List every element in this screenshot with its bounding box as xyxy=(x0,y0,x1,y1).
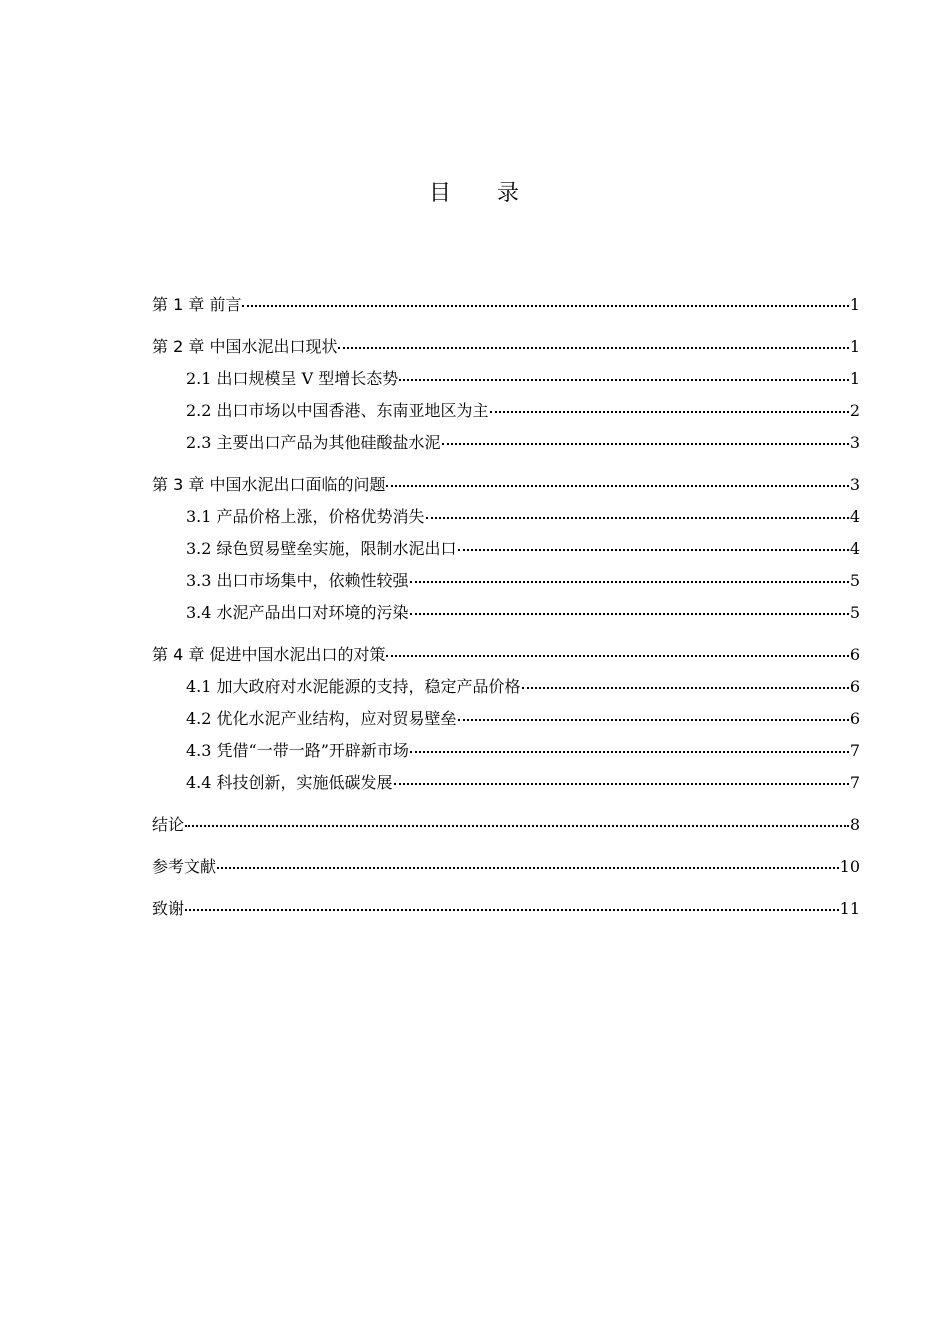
toc-entry-page: 3 xyxy=(849,475,860,494)
toc-entry-section-4-3[interactable] xyxy=(152,734,860,758)
toc-entry-label: 4.2 优化水泥产业结构，应对贸易壁垒 xyxy=(186,709,457,728)
dot-leader xyxy=(386,465,848,487)
dot-leader xyxy=(458,529,849,551)
toc-entry-page: 6 xyxy=(849,709,860,728)
toc-entry-section-2-1[interactable] xyxy=(152,362,860,386)
toc-entry-page: 3 xyxy=(849,433,860,452)
dot-leader xyxy=(399,359,849,381)
toc-entry-page: 1 xyxy=(849,369,860,388)
toc-entry-chapter-4[interactable] xyxy=(152,638,860,662)
toc-entry-page: 7 xyxy=(849,773,860,792)
toc-entry-section-2-2[interactable] xyxy=(152,394,860,418)
toc-entry-label: 2.2 出口市场以中国香港、东南亚地区为主 xyxy=(186,401,489,420)
dot-leader xyxy=(217,847,839,869)
toc-entry-label: 第 1 章 前言 xyxy=(152,295,242,314)
dot-leader xyxy=(410,593,849,615)
dot-leader xyxy=(458,699,849,721)
toc-entry-section-3-2[interactable] xyxy=(152,532,860,556)
toc-entry-section-4-4[interactable] xyxy=(152,766,860,790)
dot-leader xyxy=(185,805,849,827)
title-char-2: 录 xyxy=(497,181,522,206)
toc-entry-page: 4 xyxy=(849,539,860,558)
toc-entry-section-3-1[interactable] xyxy=(152,500,860,524)
toc-entry-label: 4.4 科技创新，实施低碳发展 xyxy=(186,773,393,792)
toc-entry-page: 6 xyxy=(849,677,860,696)
toc-entry-page: 11 xyxy=(839,899,860,918)
dot-leader xyxy=(386,635,848,657)
toc-entry-chapter-1[interactable] xyxy=(152,288,860,312)
toc-entry-section-2-3[interactable] xyxy=(152,426,860,450)
toc-entry-label: 3.2 绿色贸易壁垒实施，限制水泥出口 xyxy=(186,539,457,558)
toc-entry-label: 参考文献 xyxy=(152,857,217,876)
toc-entry-chapter-2[interactable] xyxy=(152,330,860,354)
toc-entry-label: 4.3 凭借“一带一路”开辟新市场 xyxy=(186,741,409,760)
toc-entry-page: 8 xyxy=(849,815,860,834)
toc-entry-page: 5 xyxy=(849,603,860,622)
toc-entry-label: 结论 xyxy=(152,815,185,834)
toc-entry-page: 4 xyxy=(849,507,860,526)
toc-entry-label: 2.3 主要出口产品为其他硅酸盐水泥 xyxy=(186,433,441,452)
dot-leader xyxy=(522,667,849,689)
toc-entry-section-4-1[interactable] xyxy=(152,670,860,694)
toc-entry-label: 3.4 水泥产品出口对环境的污染 xyxy=(186,603,409,622)
dot-leader xyxy=(442,423,849,445)
toc-entry-label: 第 3 章 中国水泥出口面临的问题 xyxy=(152,475,386,494)
toc-entry-acknowledgements[interactable] xyxy=(152,892,860,916)
page-title xyxy=(0,178,950,210)
toc-entry-label: 3.1 产品价格上涨，价格优势消失 xyxy=(186,507,425,526)
toc-entry-section-3-4[interactable] xyxy=(152,596,860,620)
dot-leader xyxy=(394,763,849,785)
table-of-contents xyxy=(152,288,860,916)
dot-leader xyxy=(490,391,849,413)
toc-entry-label: 第 2 章 中国水泥出口现状 xyxy=(152,337,338,356)
toc-entry-page: 5 xyxy=(849,571,860,590)
dot-leader xyxy=(338,327,848,349)
dot-leader xyxy=(185,889,839,911)
toc-entry-page: 6 xyxy=(849,645,860,664)
toc-entry-section-3-3[interactable] xyxy=(152,564,860,588)
toc-entry-page: 7 xyxy=(849,741,860,760)
toc-entry-label: 致谢 xyxy=(152,899,185,918)
title-char-1: 目 xyxy=(428,181,453,206)
toc-entry-label: 2.1 出口规模呈 V 型增长态势 xyxy=(186,369,399,388)
toc-entry-page: 10 xyxy=(839,857,860,876)
toc-entry-section-4-2[interactable] xyxy=(152,702,860,726)
toc-entry-label: 4.1 加大政府对水泥能源的支持，稳定产品价格 xyxy=(186,677,521,696)
dot-leader xyxy=(410,731,849,753)
toc-entry-page: 1 xyxy=(849,337,860,356)
toc-entry-page: 2 xyxy=(849,401,860,420)
toc-entry-label: 3.3 出口市场集中，依赖性较强 xyxy=(186,571,409,590)
dot-leader xyxy=(410,561,849,583)
toc-entry-references[interactable] xyxy=(152,850,860,874)
toc-entry-label: 第 4 章 促进中国水泥出口的对策 xyxy=(152,645,386,664)
toc-entry-page: 1 xyxy=(849,295,860,314)
dot-leader xyxy=(426,497,849,519)
toc-entry-conclusion[interactable] xyxy=(152,808,860,832)
toc-entry-chapter-3[interactable] xyxy=(152,468,860,492)
dot-leader xyxy=(242,285,848,307)
